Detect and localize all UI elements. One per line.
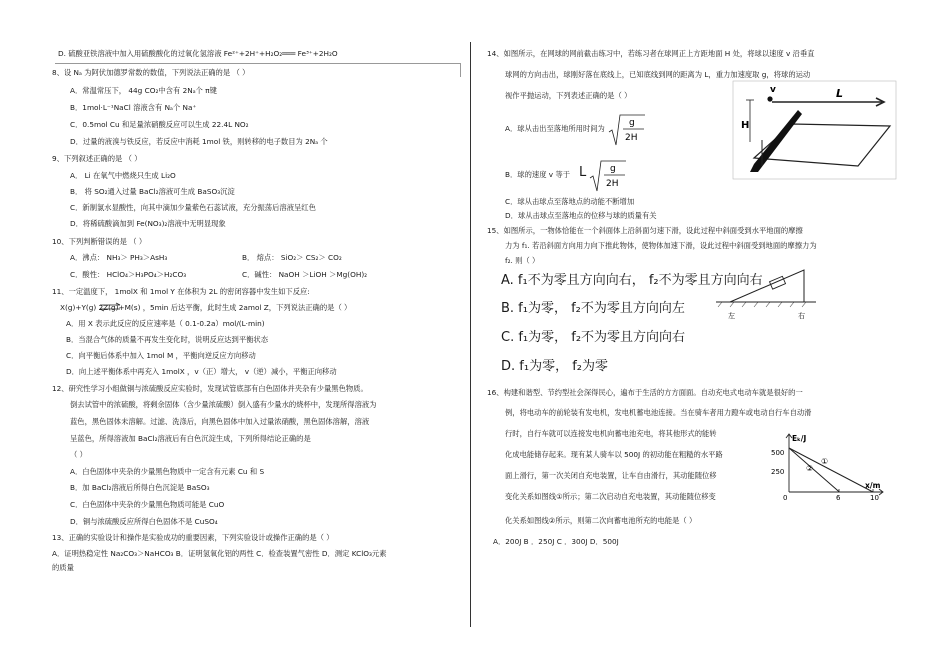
q11-option-d: D．向上述平衡体系中再充入 1molX ，v（正）增大， v（逆）减小，平衡正向移动 [66,367,337,376]
q13-stem: 13、正确的实验设计和操作是实验成功的重要因素，下列实验设计或操作正确的是（ ） [52,533,334,542]
energy-graph-xtick-10: 10 [870,494,879,502]
q14-option-a: A．球从击出至落地所用时间为 [505,124,605,133]
q9-stem: 9、下列叙述正确的是 （ ） [52,154,142,163]
energy-graph-ytick-250: 250 [771,468,785,476]
q7-option-d: D. 硫酸亚铁溶液中加入用硫酸酸化的过氧化氢溶液 Fe²⁺+2H⁺+H₂O₂═══ Fe³⁺+2H₂O [58,49,338,58]
q11-option-a: A．用 X 表示此反应的反应速率是（ 0.1-0.2a）mol/(L·min) [66,319,265,328]
q16-line-6: 变化关系如图线①所示；第二次启动自充电装置，其动能随位移变 [505,492,716,501]
q16-line-1: 16、构建和谐型、节约型社会深得民心，遍布于生活的方方面面。自动充电式电动车就是很好的一 [487,388,803,397]
q16-line-7: 化关系如图线②所示，则第二次向蓄电池所充的电能是（ ） [505,516,697,525]
q8-option-d: D．过量的液溴与铁反应，若反应中消耗 1mol 铁，则转移的电子数目为 2Nₐ 个 [70,137,328,146]
energy-graph-curve-label-1: ① [821,457,829,466]
q12-line-3: 蓝色，黑色固体未溶解。过滤、洗涤后，向黑色固体中加入过量浓硝酸，黑色固体溶解，溶液 [70,417,370,426]
energy-graph-line-1 [789,448,873,492]
q11-option-b: B．当混合气体的质量不再发生变化时，说明反应达到平衡状态 [66,335,269,344]
q14-line-1: 14、如图所示，在网球的网前截击练习中，若练习者在球网正上方距地面 H 处，将球以速度 v 沿垂直 [487,49,815,58]
incline-figure [712,260,822,322]
q12-line-1: 12、研究性学习小组做铜与浓硫酸反应实验时，发现试管底部有白色固体并夹杂有少量黑色物质。 [52,384,368,393]
q9-option-c: C．新制氯水显酸性，向其中滴加少量紫色石蕊试液，充分振荡后溶液呈红色 [70,203,316,212]
q11-stem: 11、一定温度下， 1molX 和 1mol Y 在体积为 2L 的密闭容器中发生如下反应: [52,287,310,296]
frac-numerator: g [629,118,635,128]
q14-option-b: B．球的速度 v 等于 [505,170,571,179]
q12-option-d: D．铜与浓硫酸反应所得白色固体不是 CuSO₄ [70,517,218,526]
q15-option-d: D. f₁为零， f₂为零 [501,359,608,374]
q12-option-c: C．白色固体中夹杂的少量黑色物质可能是 CuO [70,500,225,509]
fig15-label-right: 右 [798,312,805,320]
q15-option-a: A. f₁不为零且方向向右， f₂不为零且方向向右 [501,273,763,288]
frac-numerator: g [610,164,616,174]
q15-line-1: 15、如图所示，一物体恰能在一个斜面体上沿斜面匀速下滑，设此过程中斜面受到水平地面的摩擦 [487,226,803,235]
q11-option-c: C．向平衡后体系中加入 1mol M ，平衡向逆反应方向移动 [66,351,256,360]
q15-line-3: f₂. 则（ ） [505,256,540,265]
q14-line-3: 视作平抛运动，下列表述正确的是（ ） [505,91,632,100]
fig14-label-v: v [770,85,776,95]
q13-options: A．证明热稳定性 Na₂CO₃＞NaHCO₃ B．证明氢氧化铝的两性 C．检查装置气密性 D．测定 KClO₃元素 [52,549,387,558]
fig14-label-H: H [741,120,750,131]
q12-answer-paren: （ ） [70,450,87,459]
sqrt-fraction-a [607,112,647,148]
q10-option-a: A．沸点： NH₃＞ PH₃＞AsH₃ [70,253,168,262]
q8-option-a: A．常温常压下， 44g CO₂中含有 2Nₐ个 π键 [70,86,217,95]
q9-option-b: B． 将 SO₂通入过量 BaCl₂溶液可生成 BaSO₃沉淀 [70,187,235,196]
q10-option-c: C．酸性： HClO₄＞H₃PO₄＞H₂CO₃ [70,270,187,279]
q15-option-b: B. f₁为零， f₂不为零且方向向左 [501,301,685,316]
page-frame-top [55,63,460,64]
page-frame-corner [460,63,461,77]
q13-continuation: 的质量 [52,563,74,572]
q8-stem: 8、设 Nₐ 为阿伏加德罗常数的数值，下列说法正确的是 （ ） [52,68,250,77]
q16-options: A．200J B ．250J C ．300J D．500J [493,537,619,546]
fig14-label-L: L [836,87,844,100]
energy-graph-y-label: Eₖ/J [792,434,807,443]
q15-option-c: C. f₁为零， f₂不为零且方向向右 [501,330,686,345]
energy-graph-ytick-500: 500 [771,449,785,457]
q8-option-b: B．1mol·L⁻¹NaCl 溶液含有 Nₐ个 Na⁺ [70,103,197,112]
q9-option-a: A． Li 在氧气中燃烧只生成 Li₂O [70,171,176,180]
energy-graph-x-label: x/m [865,481,881,490]
q14-line-2: 球网的方向击出，球刚好落在底线上，已知底线到网的距离为 L，重力加速度取 g，将球的运动 [505,70,811,79]
energy-graph-curve-label-2: ② [806,464,814,473]
q12-option-a: A．白色固体中夹杂的少量黑色物质中一定含有元素 Cu 和 S [70,467,265,476]
q16-line-2: 例，将电动车的前轮装有发电机，发电机蓄电池连接。当在骑车者用力蹬车或电动自行车自动滑 [505,408,812,417]
sqrt-fraction-b [588,158,628,194]
q11-equation: X(g)+Y(g) 2Z(g)+M(s) ，5min 后达平衡，此时生成 2amol Z，下列说法正确的是（ ） [60,303,352,312]
q14-option-d: D．球从击球点至落地点的位移与球的质量有关 [505,211,657,220]
energy-graph-xtick-6: 6 [836,494,841,502]
fig15-label-left: 左 [728,312,735,320]
q14-option-c: C．球从击球点至落地点的动能不断增加 [505,197,635,206]
q10-option-b: B． 熔点： SiO₂＞ CS₂＞ CO₂ [242,253,342,262]
q12-line-4: 呈蓝色，所得溶液加 BaCl₂溶液后有白色沉淀生成，下列所得结论正确的是 [70,434,311,443]
energy-graph [767,430,887,502]
energy-graph-xtick-0: 0 [783,494,788,502]
q12-option-b: B．加 BaCl₂溶液后所得白色沉淀是 BaSO₃ [70,483,210,492]
q10-stem: 10、下列判断错误的是 （ ） [52,237,147,246]
q16-line-5: 面上滑行，第一次关闭自充电装置，让车自由滑行，其动能随位移 [505,471,717,480]
q15-line-2: 力为 f₁. 若沿斜面方向用力向下推此物体，使物体加速下滑，设此过程中斜面受到地面的摩擦力为 [505,241,817,250]
q16-line-3: 行时，自行车就可以连接发电机向蓄电池充电，将其他形式的能转 [505,429,717,438]
q9-option-d: D．将稀硫酸滴加到 Fe(NO₃)₂溶液中无明显现象 [70,219,226,228]
equilibrium-arrow-icon [98,302,122,312]
frac-denominator: 2H [625,133,638,143]
q14-option-b-L: L [579,165,587,180]
q16-line-4: 化成电能储存起来。现有某人骑车以 500J 的初动能在粗糙的水平路 [505,450,723,459]
q8-option-c: C．0.5mol Cu 和足量浓硝酸反应可以生成 22.4L NO₂ [70,120,249,129]
column-divider [470,42,471,627]
frac-denominator: 2H [606,179,619,189]
q10-option-d: C．碱性： NaOH ＞LiOH ＞Mg(OH)₂ [242,270,368,279]
q12-line-2: 倒去试管中的浓硫酸，将剩余固体（含少量浓硫酸）倒入盛有少量水的烧杯中，发现所得溶液为 [70,400,377,409]
tennis-net-figure [732,80,897,180]
